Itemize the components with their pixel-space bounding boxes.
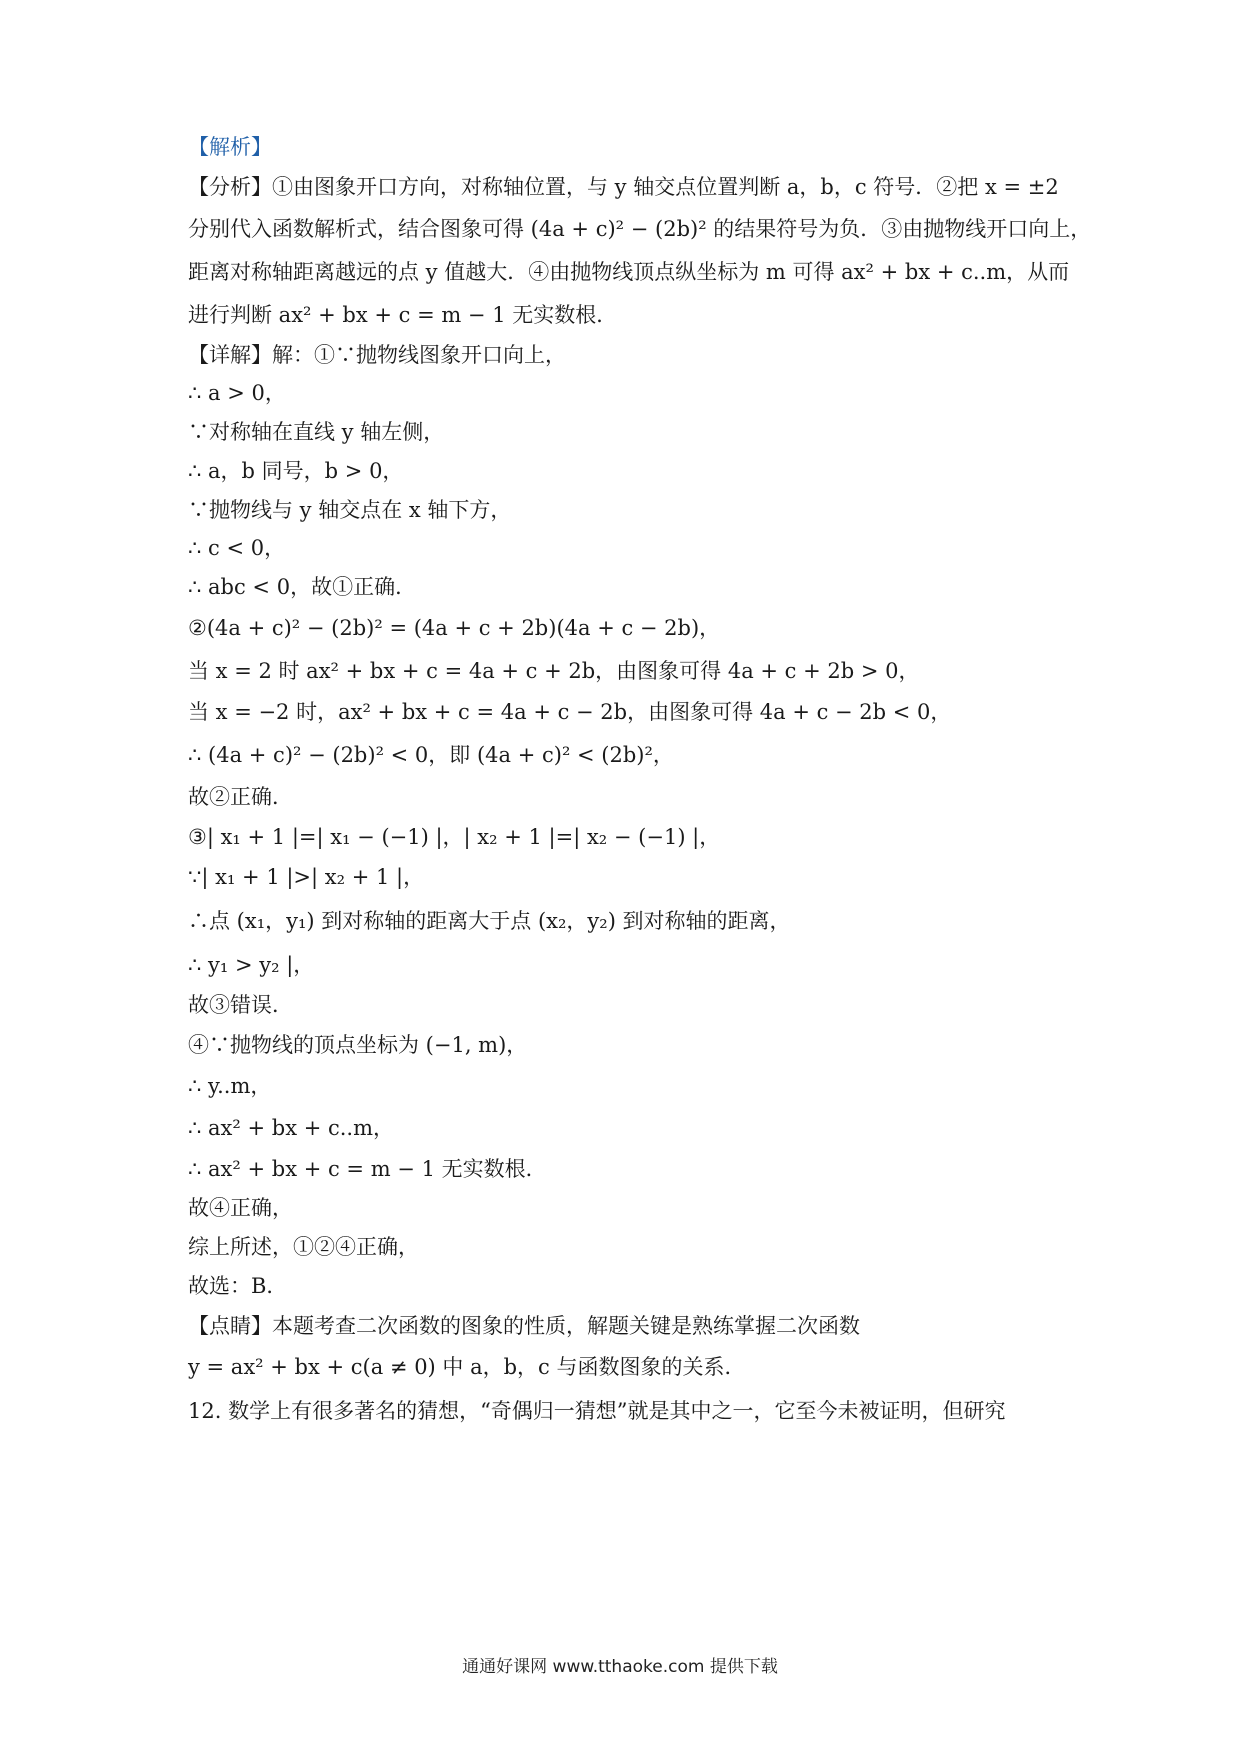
page-footer: 通通好课网 www.tthaoke.com 提供下载 xyxy=(462,1657,778,1677)
detail-line-17: 故③错误． xyxy=(188,993,293,1017)
analysis-line-4: 进行判断 ax² + bx + c = m − 1 无实数根． xyxy=(188,303,618,327)
detail-line-6: ∴ c < 0， xyxy=(188,536,286,560)
analysis-line-1: 【分析】①由图象开口方向，对称轴位置，与 y 轴交点位置判断 a，b，c 符号．②把 x = ±2 xyxy=(188,175,1059,199)
detail-line-21: ∴ ax² + bx + c = m − 1 无实数根． xyxy=(188,1157,547,1181)
detail-line-15: ∴点 (x₁，y₁) 到对称轴的距离大于点 (x₂，y₂) 到对称轴的距离， xyxy=(188,909,791,933)
analysis-line-3: 距离对称轴距离越远的点 y 值越大．④由抛物线顶点纵坐标为 m 可得 ax² + bx + c..m，从而 xyxy=(188,260,1070,284)
detail-line-5: ∵抛物线与 y 轴交点在 x 轴下方， xyxy=(188,498,512,522)
detail-line-7: ∴ abc < 0，故①正确． xyxy=(188,575,417,599)
detail-line-1: 【详解】解：①∵抛物线图象开口向上， xyxy=(188,343,566,367)
question-12-line: 12. 数学上有很多著名的猜想，“奇偶归一猜想”就是其中之一，它至今未被证明，但研究 xyxy=(188,1399,1006,1423)
analysis-line-2: 分别代入函数解析式，结合图象可得 (4a + c)² − (2b)² 的结果符号为负．③由抛物线开口向上， xyxy=(188,217,1092,241)
detail-line-22: 故④正确， xyxy=(188,1196,293,1220)
detail-line-12: 故②正确． xyxy=(188,785,293,809)
remark-line-1: 【点睛】本题考查二次函数的图象的性质，解题关键是熟练掌握二次函数 xyxy=(188,1314,860,1338)
detail-line-11: ∴ (4a + c)² − (2b)² < 0，即 (4a + c)² < (2b)²， xyxy=(188,743,674,767)
detail-line-23: 综上所述，①②④正确， xyxy=(188,1235,419,1259)
detail-line-3: ∵对称轴在直线 y 轴左侧， xyxy=(188,420,445,444)
detail-line-19: ∴ y..m， xyxy=(188,1074,272,1098)
detail-line-13: ③| x₁ + 1 |=| x₁ − (−1) |，| x₂ + 1 |=| x₂ − (−1) |， xyxy=(188,825,721,849)
detail-line-24: 故选：B． xyxy=(188,1274,288,1298)
detail-line-10: 当 x = −2 时，ax² + bx + c = 4a + c − 2b，由图象可得 4a + c − 2b < 0， xyxy=(188,700,952,724)
detail-line-4: ∴ a，b 同号，b > 0， xyxy=(188,459,404,483)
section-heading-jiexi: 【解析】 xyxy=(188,135,272,159)
detail-line-18: ④∵抛物线的顶点坐标为 (−1, m)， xyxy=(188,1033,528,1057)
remark-line-2: y = ax² + bx + c(a ≠ 0) 中 a，b，c 与函数图象的关系． xyxy=(188,1355,746,1379)
detail-line-8: ②(4a + c)² − (2b)² = (4a + c + 2b)(4a + c − 2b)， xyxy=(188,616,721,640)
detail-line-2: ∴ a > 0， xyxy=(188,381,286,405)
detail-line-9: 当 x = 2 时 ax² + bx + c = 4a + c + 2b，由图象可得 4a + c + 2b > 0， xyxy=(188,659,920,683)
detail-line-20: ∴ ax² + bx + c..m， xyxy=(188,1116,395,1140)
detail-line-16: ∴ y₁ > y₂ |， xyxy=(188,953,315,977)
detail-line-14: ∵| x₁ + 1 |>| x₂ + 1 |， xyxy=(188,865,425,889)
